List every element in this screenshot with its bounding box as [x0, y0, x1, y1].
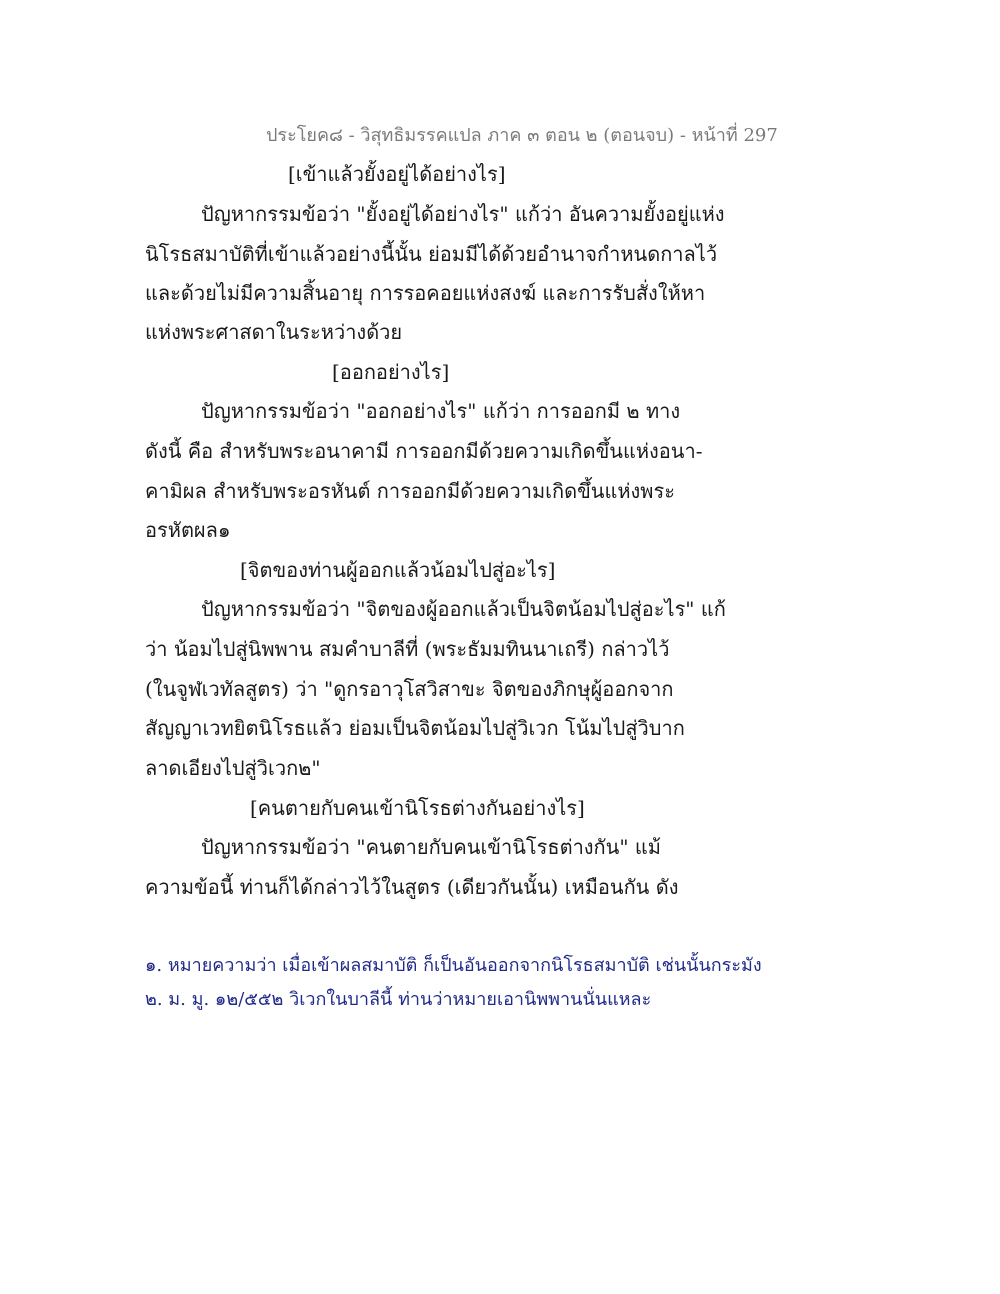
footnote-1: ๑. หมายความว่า เมื่อเข้าผลสมาบัติ ก็เป็นอันออกจากนิโรธสมาบัติ เช่นนั้นกระมัง	[145, 955, 762, 976]
section-heading: [จิตของท่านผู้ออกแล้วน้อมไปสู่อะไร]	[240, 558, 556, 582]
paragraph-line: ลาดเอียงไปสู่วิเวก๒"	[145, 756, 321, 780]
section-heading: [คนตายกับคนเข้านิโรธต่างกันอย่างไร]	[250, 796, 585, 820]
footnote-2: ๒. ม. มู. ๑๒/๕๕๒ วิเวกในบาลีนี้ ท่านว่าหมายเอานิพพานนั่นแหละ	[145, 989, 652, 1010]
paragraph-line: ปัญหากรรมข้อว่า "จิตของผู้ออกแล้วเป็นจิตน้อมไปสู่อะไร" แก้	[201, 597, 726, 621]
paragraph-line: และด้วยไม่มีความสิ้นอายุ การรอคอยแห่งสงฆ์ และการรับสั่งให้หา	[145, 281, 706, 305]
paragraph-line: ว่า น้อมไปสู่นิพพาน สมคำบาลีที่ (พระธัมมทินนาเถรี) กล่าวไว้	[145, 637, 670, 661]
paragraph-line: ปัญหากรรมข้อว่า "คนตายกับคนเข้านิโรธต่างกัน" แม้	[201, 835, 661, 859]
paragraph-line: สัญญาเวทยิตนิโรธแล้ว ย่อมเป็นจิตน้อมไปสู่วิเวก โน้มไปสู่วิบาก	[145, 716, 685, 740]
paragraph-line: อรหัตผล๑	[145, 518, 231, 542]
section-heading: [ออกอย่างไร]	[332, 360, 450, 384]
paragraph-line: (ในจูฬเวทัลสูตร) ว่า "ดูกรอาวุโสวิสาขะ จิตของภิกษุผู้ออกจาก	[145, 677, 674, 701]
paragraph-line: นิโรธสมาบัติที่เข้าแล้วอย่างนี้นั้น ย่อมมีได้ด้วยอำนาจกำหนดกาลไว้	[145, 242, 718, 266]
paragraph-line: ปัญหากรรมข้อว่า "ยั้งอยู่ได้อย่างไร" แก้ว่า อันความยั้งอยู่แห่ง	[201, 202, 725, 226]
paragraph-line: ปัญหากรรมข้อว่า "ออกอย่างไร" แก้ว่า การออกมี ๒ ทาง	[201, 399, 681, 423]
paragraph-line: ความข้อนี้ ท่านก็ได้กล่าวไว้ในสูตร (เดียวกันนั้น) เหมือนกัน ดัง	[145, 875, 679, 899]
section-heading: [เข้าแล้วยั้งอยู่ได้อย่างไร]	[288, 162, 506, 186]
page-header: ประโยค๘ - วิสุทธิมรรคแปล ภาค ๓ ตอน ๒ (ตอนจบ) - หน้าที่ 297	[266, 125, 778, 146]
paragraph-line: คามิผล สำหรับพระอรหันต์ การออกมีด้วยความเกิดขึ้นแห่งพระ	[145, 479, 675, 503]
paragraph-line: แห่งพระศาสดาในระหว่างด้วย	[145, 320, 403, 344]
paragraph-line: ดังนี้ คือ สำหรับพระอนาคามี การออกมีด้วยความเกิดขึ้นแห่งอนา-	[145, 439, 703, 463]
